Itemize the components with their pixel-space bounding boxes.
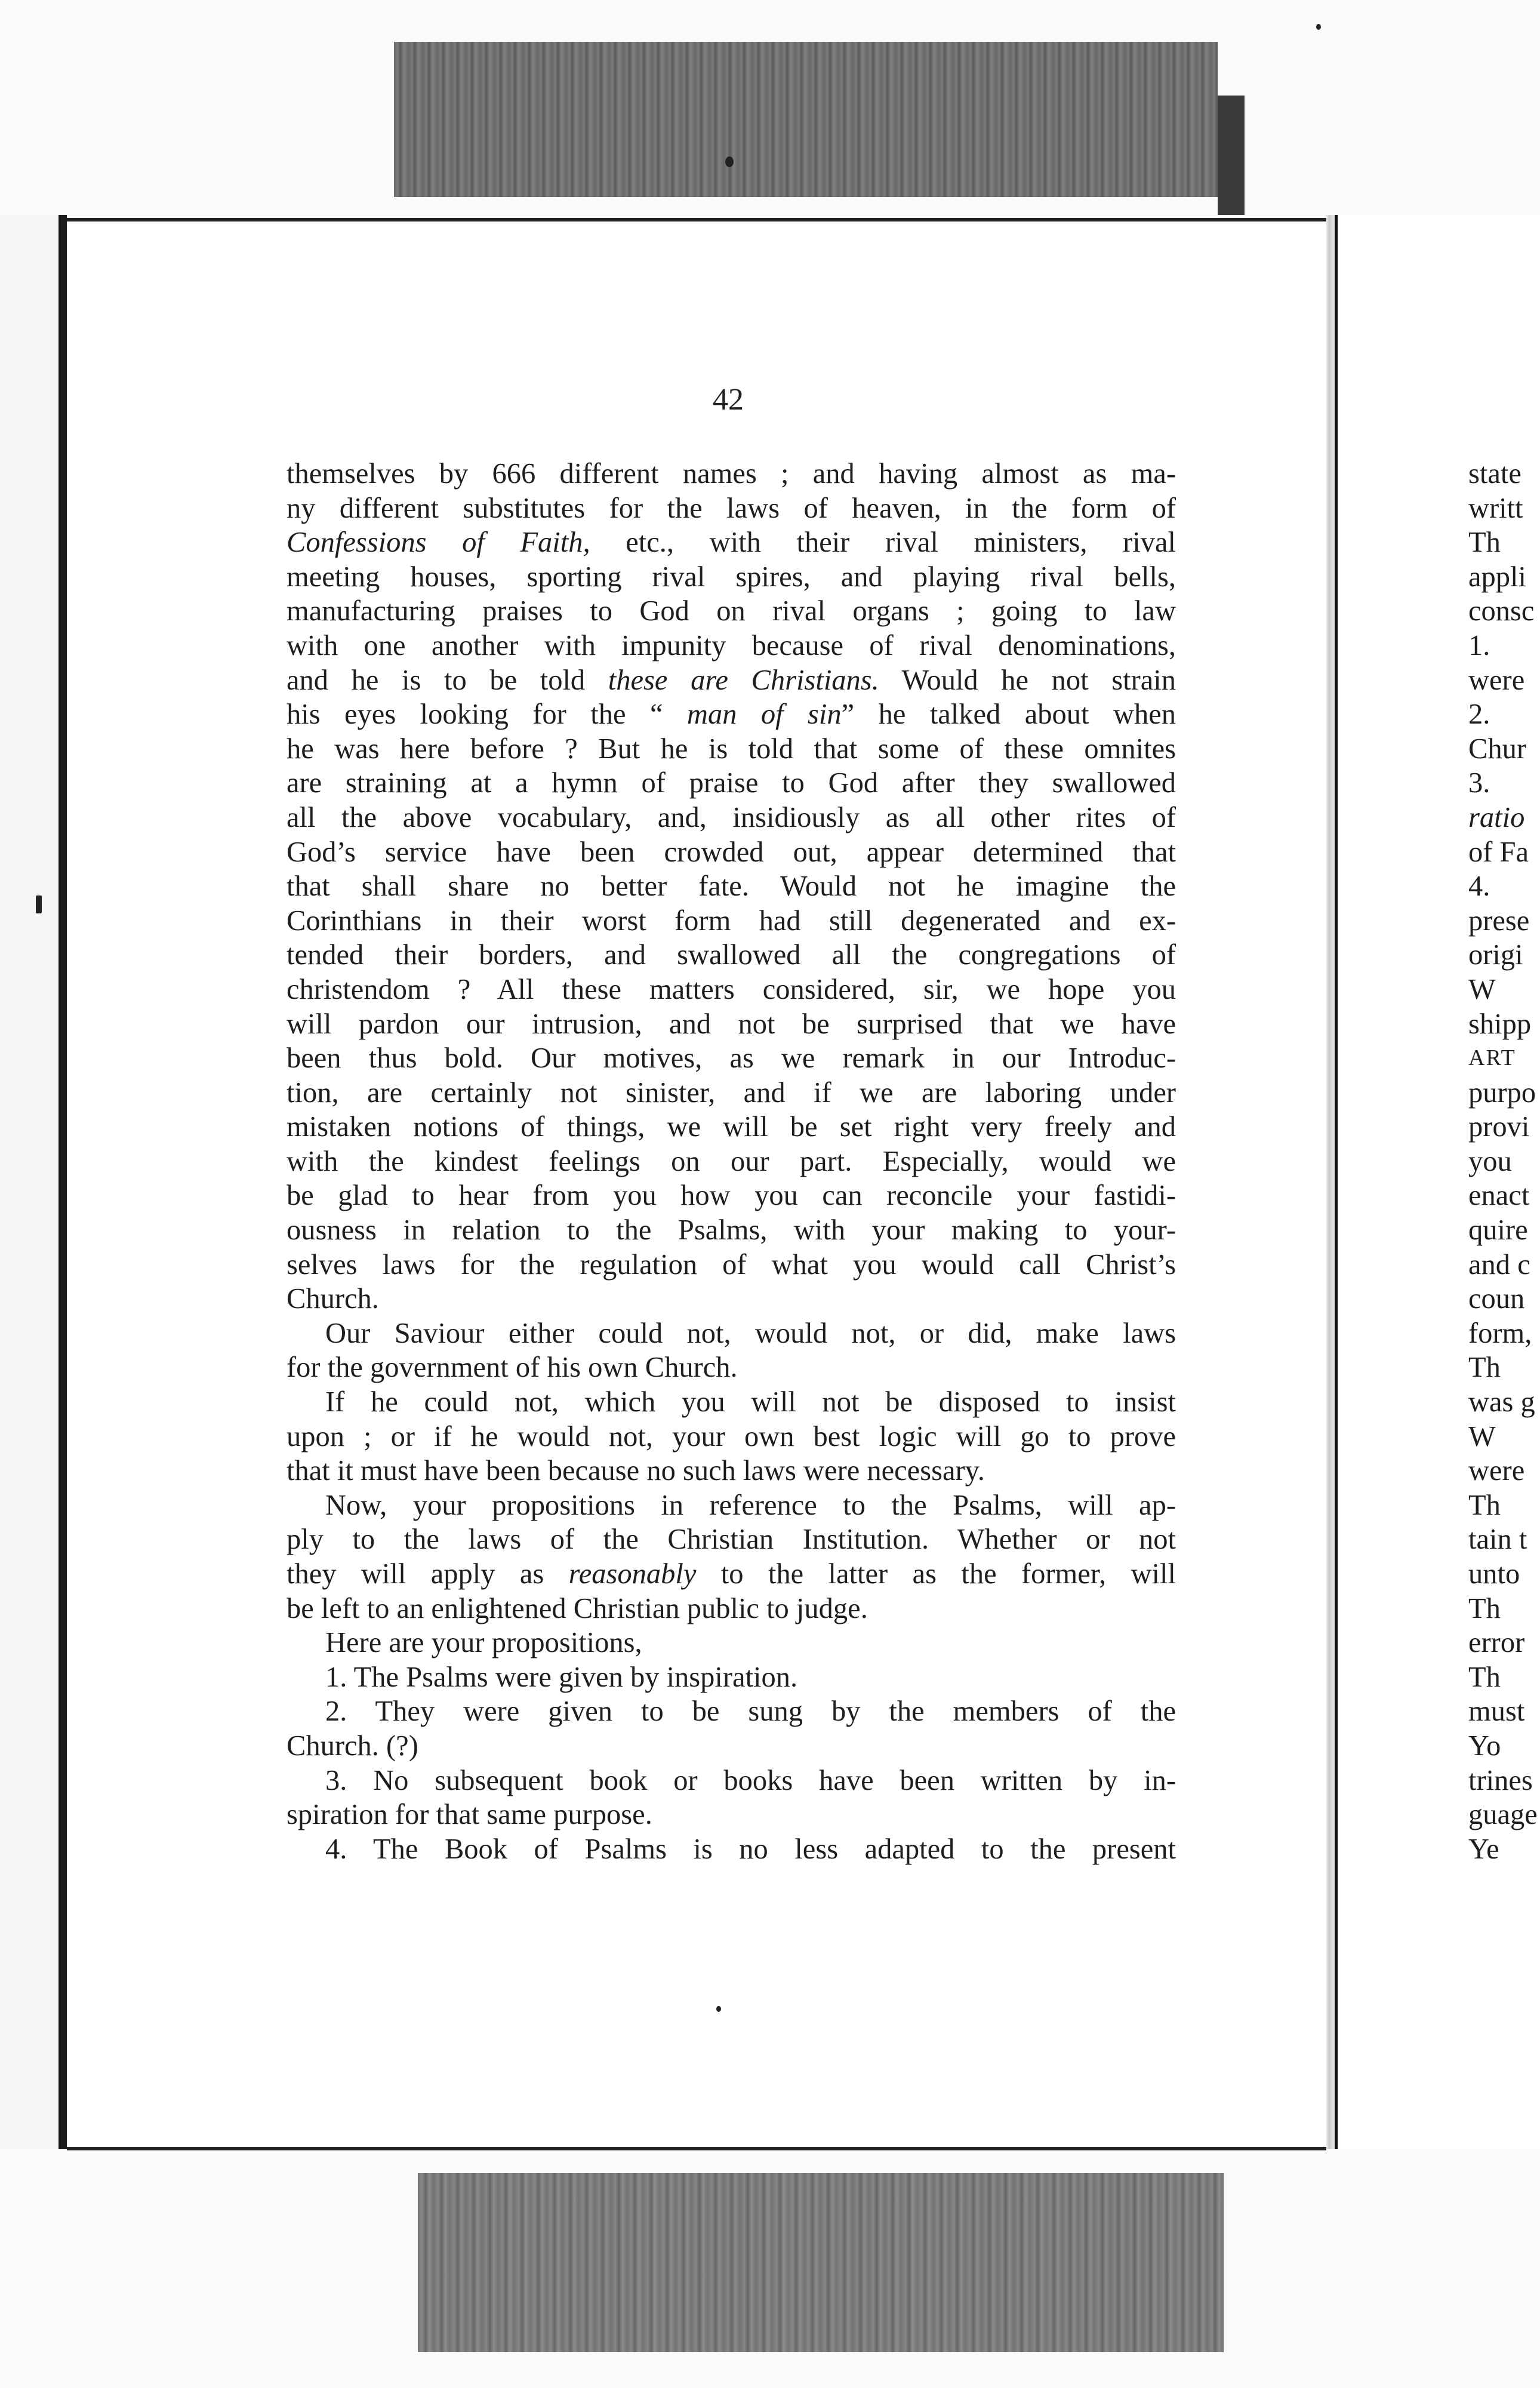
fragment-line: purpo bbox=[1468, 1076, 1536, 1109]
fragment-line: were bbox=[1468, 664, 1525, 696]
text-line: Now, your propositions in reference to the Psalms, will ap- bbox=[325, 1489, 1176, 1521]
text-line: be glad to hear from you how you can reconcile your fastidi- bbox=[287, 1180, 1176, 1212]
fragment-line: W bbox=[1468, 973, 1496, 1005]
italic-phrase: these are Christians. bbox=[608, 664, 879, 696]
text-line: for the government of his own Church. bbox=[287, 1352, 738, 1384]
fragment-line: unto bbox=[1468, 1558, 1520, 1590]
text-line: tended their borders, and swallowed all the congregations of bbox=[287, 939, 1176, 971]
fragment-line: consc bbox=[1468, 595, 1535, 627]
fragment-line: were bbox=[1468, 1455, 1525, 1487]
fragment-line: ART bbox=[1468, 1045, 1516, 1071]
text-line: ousness in relation to the Psalms, with your making to your- bbox=[287, 1214, 1176, 1247]
fragment-line: you bbox=[1468, 1145, 1512, 1177]
fragment-line: coun bbox=[1468, 1283, 1525, 1315]
text-line: Here are your propositions, bbox=[325, 1627, 642, 1659]
scan-left-margin bbox=[0, 215, 60, 2149]
text-line: be left to an enlightened Christian public to judge. bbox=[287, 1592, 868, 1624]
fragment-line: error bbox=[1468, 1627, 1525, 1659]
text-line: ply to the laws of the Christian Institution. Whether or not bbox=[287, 1524, 1176, 1556]
text-line: themselves by 666 different names ; and having almost as ma- bbox=[287, 458, 1176, 490]
fragment-line: and c bbox=[1468, 1248, 1530, 1281]
fragment-line: shipp bbox=[1468, 1008, 1532, 1040]
text-line: 3. No subsequent book or books have been written by in- bbox=[325, 1764, 1176, 1796]
text-line: Our Saviour either could not, would not, or did, make laws bbox=[325, 1317, 1176, 1349]
fragment-line: Yo bbox=[1468, 1730, 1501, 1762]
facing-page-fragments bbox=[1468, 457, 1540, 1866]
fragment-line: Th bbox=[1468, 1661, 1501, 1693]
scan-dark-band-top bbox=[394, 42, 1218, 197]
text-line: that it must have been because no such laws were necessary. bbox=[287, 1455, 985, 1487]
fragment-line: 2. bbox=[1468, 698, 1490, 731]
fragment-line: writt bbox=[1468, 492, 1523, 524]
scan-speck bbox=[725, 156, 734, 167]
fragment-line: 4. bbox=[1468, 870, 1490, 903]
text-line: Confessions of Faith, etc., with their rival ministers, rival bbox=[287, 527, 1176, 559]
fragment-line: W bbox=[1468, 1420, 1496, 1453]
text-line: all the above vocabulary, and, insidiously as all other rites of bbox=[287, 801, 1176, 833]
text-line: with the kindest feelings on our part. Especially, would we bbox=[287, 1145, 1176, 1177]
text-line: been thus bold. Our motives, as we remark in our Introduc- bbox=[287, 1042, 1176, 1075]
text-line: christendom ? All these matters considered, sir, we hope you bbox=[287, 973, 1176, 1005]
text-line: Church. (?) bbox=[287, 1730, 418, 1762]
text-line: 1. The Psalms were given by inspiration. bbox=[325, 1661, 798, 1693]
italic-phrase: man of sin bbox=[686, 698, 842, 731]
text-line: and he is to be told these are Christians. Would he not strain bbox=[287, 664, 1176, 696]
text-line: his eyes looking for the “ man of sin” he talked about when bbox=[287, 698, 1176, 731]
page-left-edge bbox=[58, 215, 67, 2149]
fragment-line: form, bbox=[1468, 1317, 1532, 1349]
fragment-line: Ye bbox=[1468, 1833, 1499, 1865]
fragment-line: Chur bbox=[1468, 733, 1526, 765]
fragment-line: state bbox=[1468, 458, 1521, 490]
text-line: 2. They were given to be sung by the members of the bbox=[325, 1695, 1176, 1728]
fragment-line: trines bbox=[1468, 1764, 1533, 1796]
text-line: manufacturing praises to God on rival organs ; going to law bbox=[287, 595, 1176, 627]
text-line: will pardon our intrusion, and not be surprised that we have bbox=[287, 1008, 1176, 1040]
italic-phrase: reasonably bbox=[568, 1558, 697, 1590]
fragment-line: origi bbox=[1468, 939, 1523, 971]
text-line: spiration for that same purpose. bbox=[287, 1799, 652, 1831]
text-line: that shall share no better fate. Would not he imagine the bbox=[287, 870, 1176, 903]
fragment-line: tain t bbox=[1468, 1524, 1527, 1556]
fragment-line: Th bbox=[1468, 1489, 1501, 1521]
fragment-line: Th bbox=[1468, 1592, 1501, 1624]
text-line: 4. The Book of Psalms is no less adapted to the present bbox=[325, 1833, 1176, 1865]
scan-dark-edge bbox=[1218, 96, 1245, 215]
text-line: mistaken notions of things, we will be set right very freely and bbox=[287, 1111, 1176, 1143]
fragment-line: Th bbox=[1468, 1352, 1501, 1384]
scan-speck bbox=[36, 896, 42, 913]
fragment-line: 3. bbox=[1468, 767, 1490, 799]
fragment-line: prese bbox=[1468, 904, 1530, 937]
page-number: 42 bbox=[713, 383, 744, 417]
text-line: meeting houses, sporting rival spires, and playing rival bells, bbox=[287, 561, 1176, 593]
text-line: selves laws for the regulation of what you would call Christ’s bbox=[287, 1248, 1176, 1281]
text-line: upon ; or if he would not, your own best logic will go to prove bbox=[287, 1420, 1176, 1453]
fragment-line: ratio bbox=[1468, 801, 1525, 833]
text-line: ny different substitutes for the laws of heaven, in the form of bbox=[287, 492, 1176, 524]
text-line: with one another with impunity because of rival denominations, bbox=[287, 629, 1176, 661]
body-text bbox=[287, 457, 1176, 1866]
scan-dark-band-bottom bbox=[418, 2173, 1224, 2352]
text-line: they will apply as reasonably to the latter as the former, will bbox=[287, 1558, 1176, 1590]
fragment-line: guage bbox=[1468, 1799, 1538, 1831]
fragment-line: must bbox=[1468, 1695, 1525, 1728]
fragment-line: of Fa bbox=[1468, 836, 1529, 868]
text-line: God’s service have been crowded out, appear determined that bbox=[287, 836, 1176, 868]
text-line: are straining at a hymn of praise to God after they swallowed bbox=[287, 767, 1176, 799]
scan-speck bbox=[1316, 24, 1321, 30]
text-line: Church. bbox=[287, 1283, 379, 1315]
italic-phrase: Confessions of Faith, bbox=[287, 527, 590, 559]
fragment-line: enact bbox=[1468, 1180, 1530, 1212]
text-line: he was here before ? But he is told that some of these omnites bbox=[287, 733, 1176, 765]
fragment-line: provi bbox=[1468, 1111, 1530, 1143]
fragment-line: quire bbox=[1468, 1214, 1528, 1247]
text-line: tion, are certainly not sinister, and if we are laboring under bbox=[287, 1076, 1176, 1109]
text-line: If he could not, which you will not be disposed to insist bbox=[325, 1386, 1176, 1418]
scan-speck bbox=[716, 2006, 721, 2012]
fragment-line: was g bbox=[1468, 1386, 1535, 1418]
fragment-line: Th bbox=[1468, 527, 1501, 559]
fragment-line: 1. bbox=[1468, 629, 1490, 661]
text-line: Corinthians in their worst form had still degenerated and ex- bbox=[287, 904, 1176, 937]
fragment-line: appli bbox=[1468, 561, 1526, 593]
book-gutter bbox=[1326, 215, 1335, 2149]
